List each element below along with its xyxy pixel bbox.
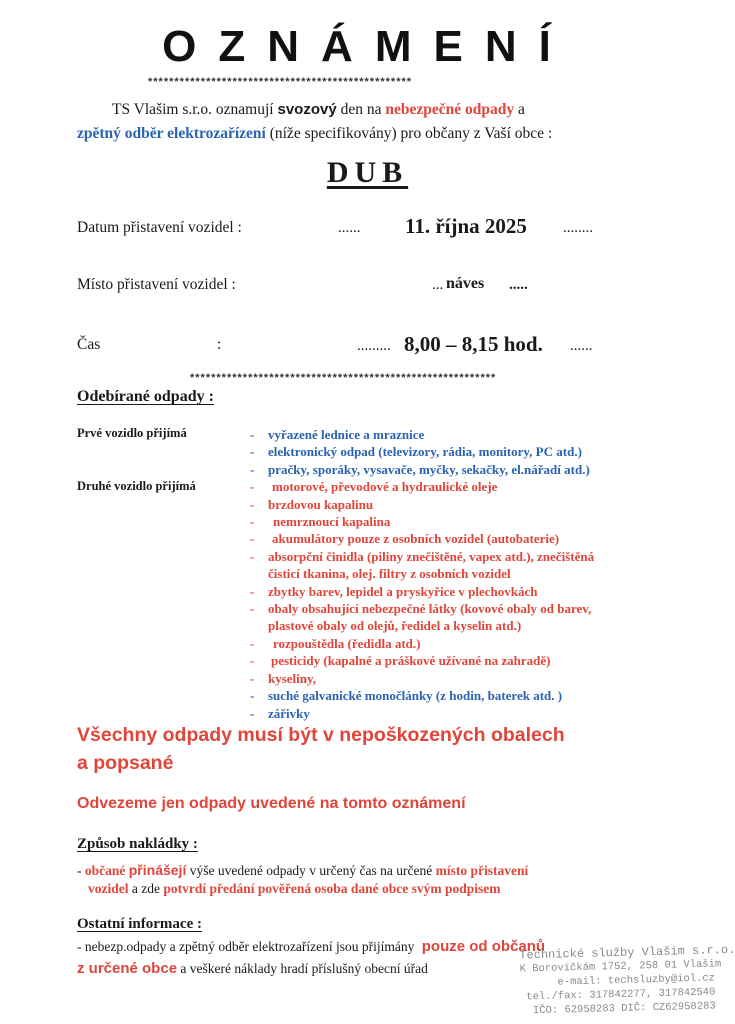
list-item: plastové obaly od olejů, ředidel a kyselin atd.): [268, 618, 522, 634]
datum-dots-post: ........: [563, 220, 593, 236]
dash-column: [250, 426, 254, 722]
page-title: OZNÁMENÍ: [162, 22, 573, 71]
list-item: obaly obsahující nebezpečné látky (kovové obaly od barev,: [268, 601, 592, 617]
stars-divider-mid: **********************************************************: [190, 372, 497, 384]
cas-colon: :: [217, 336, 222, 353]
list-item: akumulátory pouze z osobních vozidel (autobaterie): [272, 531, 560, 547]
stamp-line: K Borovičkám 1752, 258 01 Vlašim: [519, 958, 722, 976]
list-dash-spacer: [250, 565, 254, 582]
list-dash: -: [250, 670, 255, 686]
intro-text: den na: [340, 101, 382, 118]
warning-packaging-line-2: a popsané: [77, 752, 174, 774]
zpusob-line-2: [88, 881, 501, 897]
cas-value: 8,00 – 8,15 hod.: [404, 332, 543, 356]
ostatni-text-2: a veškeré náklady hradí příslušný obecní úřad: [180, 961, 428, 976]
list-item: suché galvanické monočlánky (z hodin, baterek atd. ): [268, 688, 563, 704]
list-dash: -: [250, 427, 255, 442]
warning-listed-only: Odvezeme jen odpady uvedené na tomto oznámení: [77, 795, 466, 812]
datum-value: 11. října 2025: [405, 214, 527, 238]
waste-list: [268, 426, 594, 722]
first-vehicle-label: Prvé vozidlo přijímá: [77, 426, 187, 440]
cas-dots-post: ......: [570, 338, 593, 354]
ostatni-heading: Ostatní informace :: [77, 916, 202, 932]
datum-dots-pre: ......: [338, 220, 361, 236]
list-dash: -: [250, 548, 255, 564]
stamp-line: Technické služby Vlašim s.r.o.: [519, 942, 735, 963]
warning-packaging-line-1: Všechny odpady musí být v nepoškozených obalech: [77, 724, 565, 746]
list-dash: -: [250, 583, 255, 599]
intro-text: (níže specifikovány) pro občany z Vaší obce :: [269, 125, 553, 142]
list-item: absorpční činidla (piliny znečištěné, vapex atd.), znečištěná: [268, 548, 595, 564]
stamp-line: IČO: 62958283 DIČ: CZ62958283: [532, 1000, 716, 1018]
company-stamp: [519, 942, 735, 1018]
zpusob-text: a zde: [131, 881, 160, 896]
zpusob-line-1: [77, 862, 528, 879]
zpusob-potvrdi: potvrdí předání pověřená osoba: [163, 881, 348, 896]
list-item: brzdovou kapalinu: [268, 496, 374, 512]
zpusob-misto: místo přistavení: [435, 863, 529, 878]
list-item: vyřazené lednice a mraznice: [268, 427, 425, 442]
misto-dots-post: .....: [509, 277, 528, 293]
list-item: nemrznoucí kapalina: [273, 514, 391, 530]
intro-svozovy: svozový: [277, 101, 337, 118]
misto-label: Místo přistavení vozidel :: [77, 276, 236, 293]
list-dash: -: [250, 461, 255, 477]
stars-divider-top: **************************************************: [148, 76, 413, 88]
list-dash: -: [250, 653, 255, 669]
stamp-line: tel./fax: 317842277, 317842540: [526, 986, 716, 1004]
zpusob-prinaseji: přinášejí: [128, 862, 187, 878]
intro-text: a: [517, 101, 525, 118]
intro-line-2: [77, 125, 552, 143]
list-item: rozpouštědla (ředidla atd.): [273, 635, 421, 651]
ostatni-line-1: [77, 938, 545, 955]
zpusob-dash: -: [77, 863, 82, 878]
list-dash-spacer: [250, 617, 254, 634]
zpusob-text: výše uvedené odpady v určený čas na určené: [189, 863, 433, 878]
list-dash: -: [250, 705, 255, 721]
ostatni-urcene: z určené obce: [77, 960, 178, 977]
list-dash: -: [250, 531, 255, 547]
list-dash: -: [250, 514, 255, 530]
datum-label: Datum přistavení vozidel :: [77, 219, 242, 236]
zpusob-vozidel: vozidel: [88, 881, 129, 896]
zpusob-text-3: dané obce svým podpisem: [350, 881, 501, 896]
intro-nebezpecne-odpady: nebezpečné odpady: [385, 101, 515, 118]
ostatni-text: - nebezp.odpady a zpětný odběr elektrozařízení jsou přijímány: [77, 939, 415, 954]
zpusob-obcane: občané: [84, 863, 126, 878]
list-item: zářivky: [268, 705, 310, 721]
second-vehicle-label: Druhé vozidlo přijímá: [77, 479, 196, 493]
list-item: čisticí tkanina, olej. filtry z osobních vozidel: [268, 566, 511, 582]
intro-zpetny-odber: zpětný odběr elektrozařízení: [77, 125, 266, 142]
list-item: pračky, sporáky, vysavače, myčky, sekačky, el.nářadí atd.): [268, 461, 590, 477]
ostatni-line-2: [77, 960, 428, 977]
list-dash: -: [250, 635, 255, 651]
list-item: zbytky barev, lepidel a pryskyřice v plechovkách: [268, 583, 538, 599]
village-name: DUB: [326, 156, 409, 189]
misto-value: náves: [446, 275, 485, 292]
cas-label: Čas: [77, 336, 101, 353]
list-item: motorové, převodové a hydraulické oleje: [272, 479, 498, 495]
list-dash: -: [250, 496, 255, 512]
misto-dots-pre: ...: [432, 277, 444, 293]
ostatni-pouze: pouze od občanů: [421, 938, 546, 955]
stamp-line: e-mail: techsluzby@iol.cz: [557, 972, 716, 989]
list-dash: -: [250, 444, 255, 460]
intro-line-1: [112, 101, 525, 119]
list-item: kyseliny,: [268, 670, 317, 686]
list-item: pesticidy (kapalné a práškové užívané na zahradě): [271, 653, 551, 669]
list-dash: -: [250, 601, 255, 617]
intro-text: TS Vlašim s.r.o. oznamují: [112, 101, 274, 118]
list-dash: -: [250, 688, 255, 704]
zpusob-heading: Způsob nakládky :: [77, 836, 198, 852]
odebirane-heading: Odebírané odpady :: [77, 388, 214, 405]
list-dash: -: [250, 479, 255, 495]
list-item: elektronický odpad (televizory, rádia, monitory, PC atd.): [268, 444, 582, 460]
cas-dots-pre: .........: [357, 338, 391, 354]
